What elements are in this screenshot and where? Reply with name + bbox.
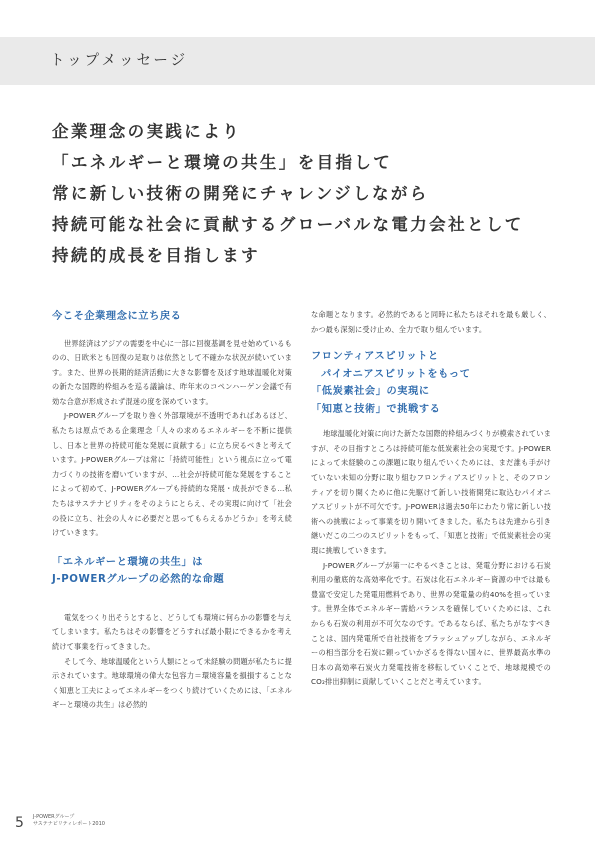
left-column bbox=[52, 308, 292, 713]
section-heading: フロンティアスピリットと パイオニアスピリットをもって 「低炭素社会」の実現に 「知恵と技術」で挑戦する bbox=[311, 351, 471, 415]
header-band bbox=[0, 37, 595, 85]
page-number: 5 bbox=[15, 815, 24, 831]
body-paragraph: そして今、地球温暖化という人類にとって未経験の問題が私たちに提示されています。地球環境の偉大な包容力＝環境容量を損損することなく知恵と工夫によってエネルギーをつくり続けていくためには、「エネルギーと環境の共生」は必然的 bbox=[52, 656, 292, 710]
body-paragraph: 地球温暖化対策に向けた新たな国際的枠組みづくりが模索されていますが、その目指すところは持続可能な低炭素社会の実現です。J-POWERによって未経験のこの課題に取り組んでいくためには、まだ誰も手がけていない未知の分野に取り組むフロンティアスピリットと、そのフロンティアを切り開くために他に先駆けて新しい技術開発に取込むパイオニアスピリットが不可欠です。J-POWERは過去50年にわたり常に新しい技術への挑戦によって事業を切り開いてきました。私たちは先達から引き継いだこの二つのスピリットをもって、「知恵と技術」で低炭素社会の実現に挑戦していきます。 bbox=[311, 429, 551, 555]
headline-line: 常に新しい技術の開発にチャレンジしながら bbox=[52, 184, 429, 203]
body-paragraph: J-POWERグループを取り巻く外部環境が不透明であればあるほど、私たちは原点である企業理念「人々の求めるエネルギーを不断に提供し、日本と世界の持続可能な発展に貢献する」に立ち戻るべきと考えています。J-POWERグループは常に「持続可能性」という視点に立って電力づくりの技術を磨いていますが、…社会が持続可能な発展をすることによって初めて、J-POWERグループも持続的な発展・成長ができる…私たちはサステナビリティをそのようにとらえ、その実現に向けて「社会の役に立ち、社会の人々に必要だと思ってもらえるかどうか」を考え続けていきます。 bbox=[52, 411, 292, 538]
page-title: トップメッセージ bbox=[50, 53, 189, 69]
section-heading: 「エネルギーと環境の共生」は J-POWERグループの必然的な命題 bbox=[52, 556, 225, 586]
right-column bbox=[311, 308, 551, 690]
headline-line: 「エネルギーと環境の共生」を目指して bbox=[52, 153, 393, 172]
headline-message bbox=[52, 116, 552, 271]
body-paragraph: 世界経済はアジアの需要を中心に一部に回復基調を見せ始めているものの、日欧米とも回復の足取りは依然として不確かな状況が続いています。また、世界の長期的経済活動に大きな影響を及ぼす地球温暖化対策の新たな国際的枠組みを巡る議論は、昨年末のコペンハーゲン会議で有効な合意が形成されず混迷の度を深めています。 bbox=[52, 338, 292, 406]
headline-line: 企業理念の実践により bbox=[52, 122, 241, 141]
headline-line: 持続的成長を目指します bbox=[52, 246, 260, 265]
section-heading: 今こそ企業理念に立ち戻る bbox=[52, 311, 182, 322]
body-paragraph: 電気をつくり出そうとすると、どうしても環境に何らかの影響を与えてしまいます。私たちはその影響をどうすれば最小限にできるかを考え続けて事業を行ってきました。 bbox=[52, 612, 292, 651]
headline-line: 持続可能な社会に貢献するグローバルな電力会社として bbox=[52, 215, 524, 234]
footer-brand: J-POWERグループ サステナビリティレポート2010 bbox=[33, 814, 105, 827]
body-paragraph: J-POWERグループが第一にやるべきことは、発電分野における石炭利用の徹底的な高効率化です。石炭は化石エネルギー資源の中では最も豊富で安定した発電用燃料であり、世界の発電量の約40%を担っています。世界全体でエネルギー需給バランスを確保していくためには、これからも石炭の利用が不可欠なのです。であるならば、私たちがなすべきことは、国内発電所で自社技術をブラッシュアップしながら、エネルギーの相当部分を石炭に頼っていかざるを得ない国々に、世界最高水準の日本の高効率石炭火力発電技術を移転していくことで、地球規模でのCO₂排出抑制に貢献していくことだと考えています。 bbox=[311, 560, 551, 687]
body-paragraph: な命題となります。必然的であると同時に私たちはそれを最も厳しく、かつ最も深刻に受け止め、全力で取り組んでいます。 bbox=[311, 310, 551, 334]
